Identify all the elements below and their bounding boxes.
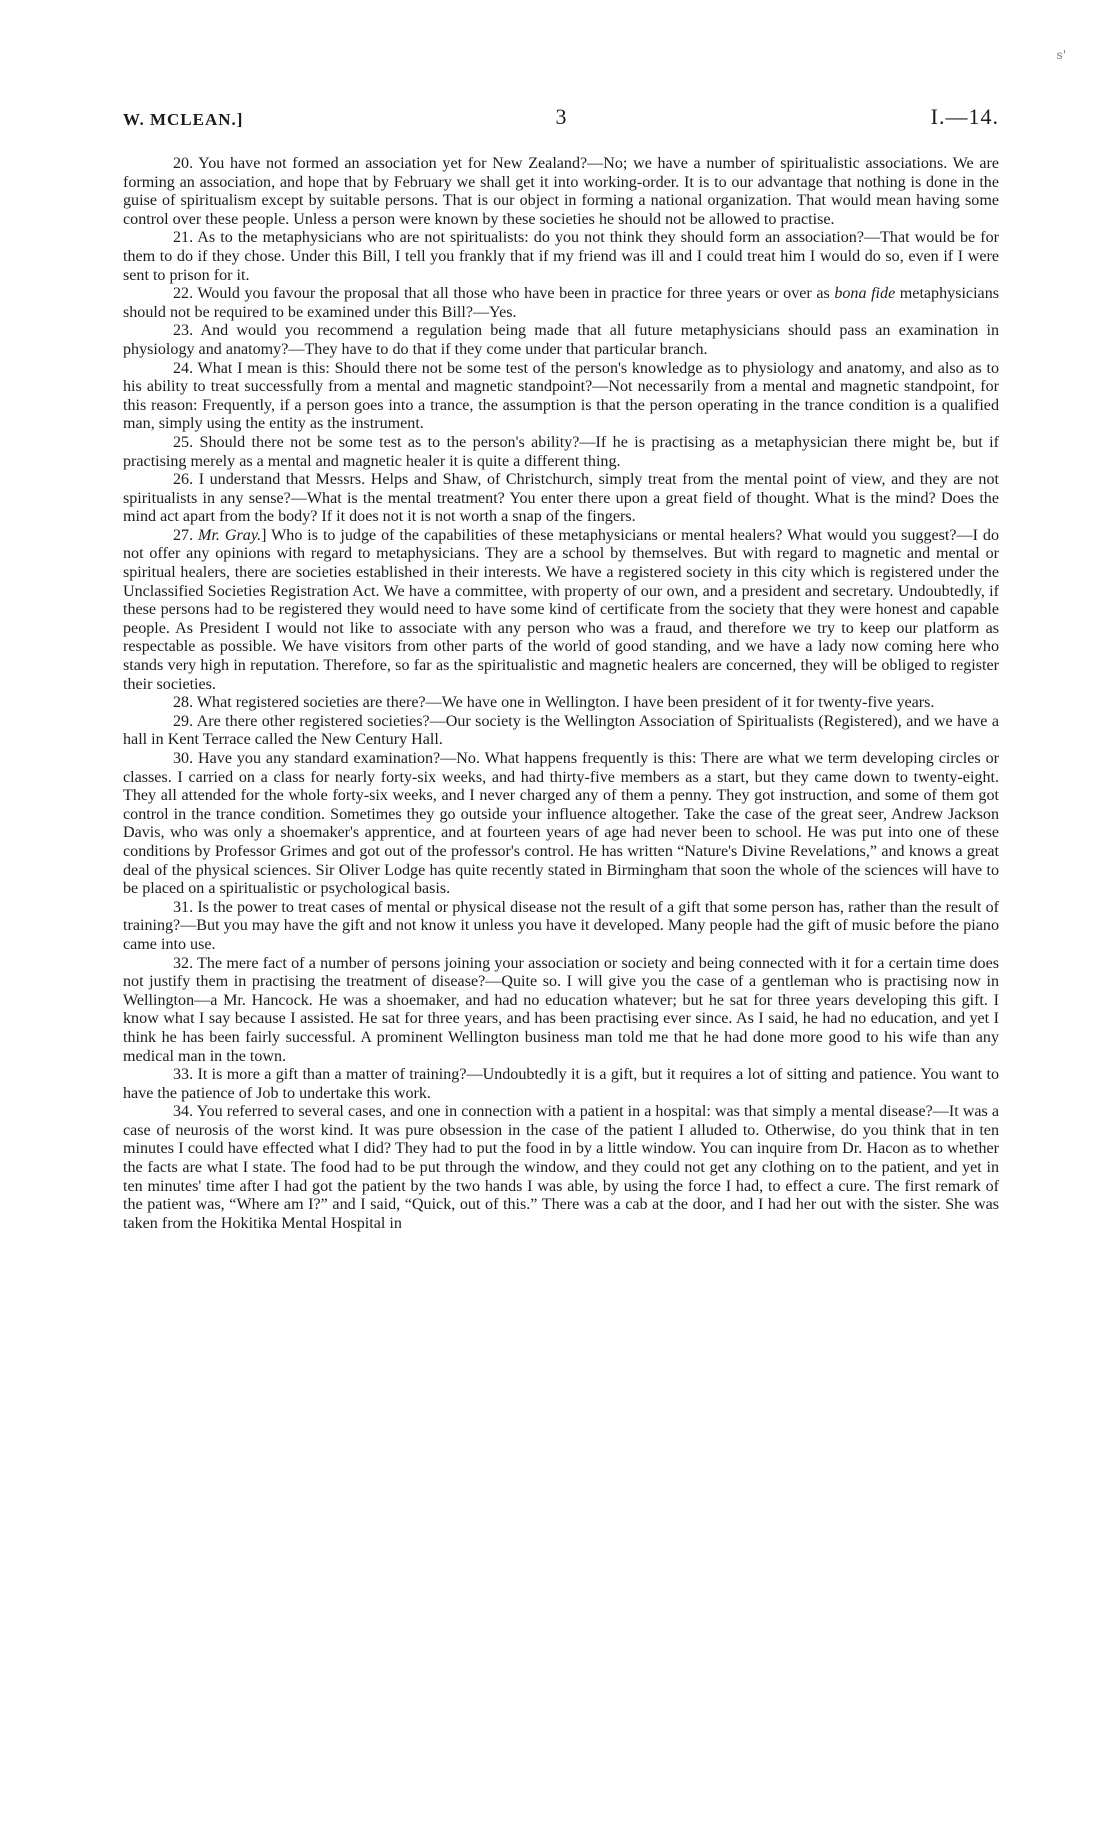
paragraph-q26: 26. I understand that Messrs. Helps and Shaw, of Christchurch, simply treat from the mental point of view, and they are not spiritualists in any sense?—What is the mental treatment? You enter there upon a great field of thought. What is the mind? Does the mind act apart from the body? If it does not it is not worth a snap of the fingers. (123, 471, 999, 526)
paragraph-q27-speaker: Mr. Gray. (198, 526, 262, 544)
paragraph-q23: 23. And would you recommend a regulation being made that all future metaphysicians should pass an examination in physiology and anatomy?—They have to do that if they come under that particular branch. (123, 322, 999, 358)
paragraph-q27-text: ] Who is to judge of the capabilities of these metaphysicians or mental healers? What would you suggest?—I do not offer any opinions with regard to metaphysicians. They are a school by themselves. But with regard to magnetic and mental or spiritual healers, there are societies established in their interests. We have a registered society in this city which is registered under the Unclassified Societies Registration Act. We have a committee, with property of our own, and a president and secretary. Undoubtedly, if these persons had to be registered they would need to have some kind of certificate from the society that they were honest and capable people. As President I would not like to associate with any person who was a fraud, and therefore we try to keep our platform as respectable as possible. We have visitors from other parts of the world of good standing, and we have a lady now coming here who stands very high in reputation. Therefore, so far as the spiritualistic and magnetic healers are concerned, they will be obliged to register their societies. (123, 526, 999, 693)
paragraph-q28: 28. What registered societies are there?—We have one in Wellington. I have been president of it for twenty-five years. (173, 694, 935, 712)
header-paper-reference: I.—14. (930, 104, 999, 129)
paragraph-q22-text-start: 22. Would you favour the proposal that all those who have been in practice for three years or over as (173, 285, 835, 303)
paragraph-q29: 29. Are there other registered societies?—Our society is the Wellington Association of Spiritualists (Registered), and we have a hall in Kent Terrace called the New Century Hall. (123, 712, 999, 749)
document-body (123, 155, 999, 1233)
paragraph-q33: 33. It is more a gift than a matter of training?—Undoubtedly it is a gift, but it requires a lot of sitting and patience. You want to have the patience of Job to undertake this work. (123, 1066, 999, 1102)
paragraph-q24: 24. What I mean is this: Should there not be some test of the person's knowledge as to physiology and anatomy, and also as to his ability to treat successfully from a mental and magnetic standpoint?—Not necessarily from a mental and magnetic standpoint, for this reason: Frequently, if a person goes into a trance, the assumption is that the person operating in the trance condition is a qualified man, simply using the entity as the instrument. (123, 359, 999, 433)
corner-mark: s' (1056, 48, 1066, 62)
page-header (123, 104, 999, 134)
paragraph-q20: 20. You have not formed an association yet for New Zealand?—No; we have a number of spiritualistic associations. We are forming an association, and hope that by February we shall get it into working-order. It is to our advantage that nothing is done in the guise of spiritualism except by suitable persons. That is our object in forming a national organization. That would mean having some control over these people. Unless a person were known by these societies he should not be allowed to practise. (123, 155, 999, 228)
paragraph-q34: 34. You referred to several cases, and one in connection with a patient in a hospital: was that simply a mental disease?—It was a case of neurosis of the worst kind. It was pure obsession in the case of the patient I alluded to. Otherwise, do you think that in ten minutes I could have effected what I did? They had to put the food in by a little window. You can inquire from Dr. Hacon as to whether the facts are what I state. The food had to be put through the window, and they could not get any clothing on to the patient, and yet in ten minutes' time after I had got the patient by the two hands I was able, by using the force I had, to effect a cure. The first remark of the patient was, “Where am I?” and I said, “Quick, out of this.” There was a cab at the door, and I had her out with the sister. She was taken from the Hokitika Mental Hospital in (123, 1103, 999, 1232)
paragraph-q30: 30. Have you any standard examination?—No. What happens frequently is this: There are what we term developing circles or classes. I carried on a class for nearly forty-six weeks, and had thirty-five members as a start, but they came down to twenty-eight. They all attended for the whole forty-six weeks, and I never charged any of them a penny. They got instruction, and some of them got control in the trance condition. Sometimes they go outside your influence altogether. Take the case of the great seer, Andrew Jackson Davis, who was only a shoemaker's apprentice, and at fourteen years of age had never been to school. He was put into one of these conditions by Professor Grimes and got out of the professor's control. He has written “Nature's Divine Revelations,” and knows a great deal of the physical sciences. Sir Oliver Lodge has quite recently stated in Birmingham that soon the whole of the sciences will have to be placed on a spiritualistic or psychological basis. (123, 750, 999, 898)
paragraph-q21: 21. As to the metaphysicians who are not spiritualists: do you not think they should form an association?—That would be for them to do if they chose. Under this Bill, I tell you frankly that if my friend was ill and I could treat him I would do so, even if I were sent to prison for it. (123, 229, 999, 284)
paragraph-q22 (123, 285, 999, 322)
paragraph-q27 (123, 527, 999, 694)
page-number: 3 (555, 104, 567, 129)
paragraph-q31: 31. Is the power to treat cases of mental or physical disease not the result of a gift that some person has, rather than the result of training?—But you may have the gift and not know it unless you have it developed. Many people had the gift of music before the piano came into use. (123, 898, 999, 953)
paragraph-q25: 25. Should there not be some test as to the person's ability?—If he is practising as a metaphysician there might be, but if practising merely as a mental and magnetic healer it is quite a different thing. (123, 433, 999, 470)
paragraph-q22-text-end: metaphysicians should not be required to be examined under this Bill?—Yes. (123, 285, 1000, 321)
paragraph-q27-number: 27. (173, 526, 199, 544)
paragraph-q22-italic: bona fide (834, 285, 896, 303)
paragraph-q32: 32. The mere fact of a number of persons joining your association or society and being connected with it for a certain time does not justify them in practising the treatment of disease?—Quite so. I will give you the case of a gentleman who is practising now in Wellington—a Mr. Hancock. He was a shoemaker, and had no education whatever; but he sat for three years developing this gift. I know what I say because I assisted. He sat for three years, and has been practising ever since. As I said, he had no education, and yet I think he has been fairly successful. A prominent Wellington business man told me that he had done more good to his wife than any medical man in the town. (123, 954, 999, 1065)
header-witness-name: W. MCLEAN.] (123, 110, 244, 129)
